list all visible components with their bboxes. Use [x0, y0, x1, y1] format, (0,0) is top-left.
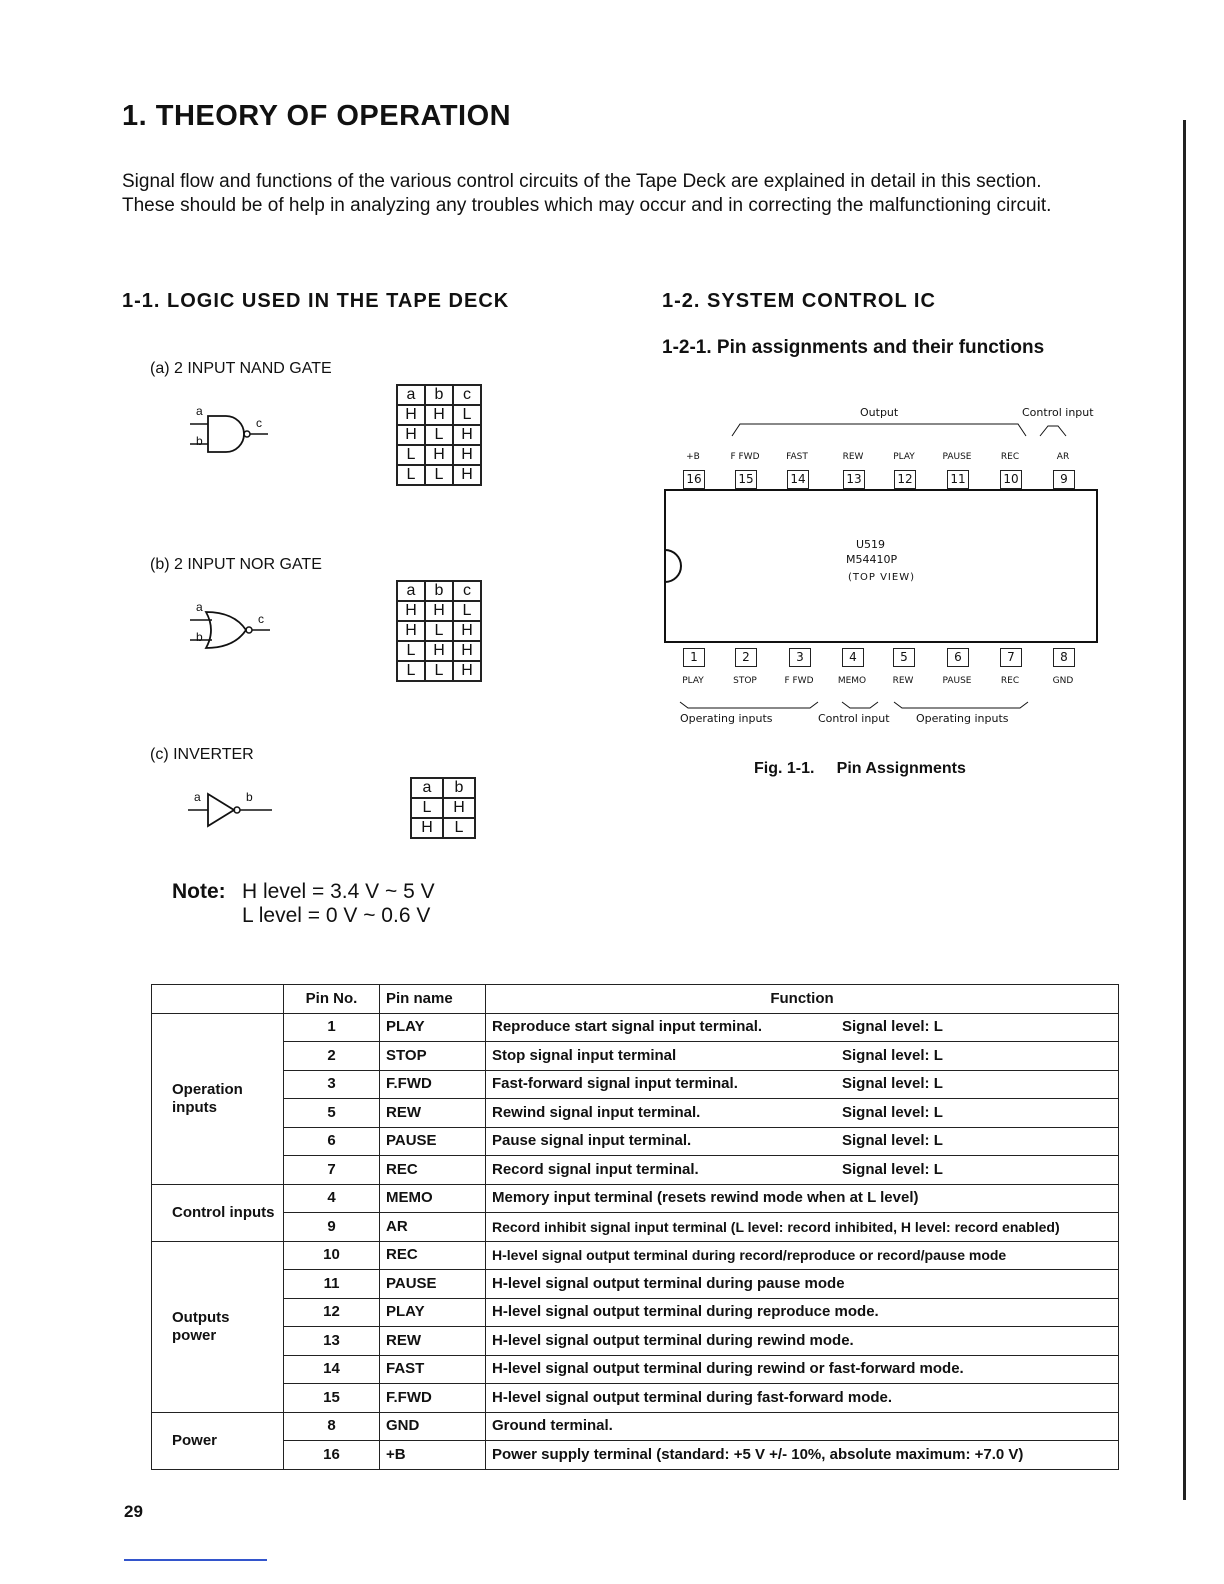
tt-cell: H	[443, 798, 475, 818]
function-cell	[486, 1127, 1119, 1156]
pin-9-name: AR	[1056, 452, 1070, 462]
tt-cell: H	[453, 661, 481, 681]
pin-name-cell: PLAY	[380, 1298, 486, 1327]
function-text: Fast-forward signal input terminal.	[492, 1075, 738, 1093]
pin-no-cell: 6	[284, 1127, 380, 1156]
pin-no-cell: 4	[284, 1184, 380, 1213]
ic-group-control-input-bottom: Control input	[818, 712, 890, 725]
table-row	[152, 1156, 1119, 1185]
table-header-function: Function	[486, 985, 1119, 1014]
tt-cell: H	[397, 425, 425, 445]
tt-cell: L	[411, 798, 443, 818]
signal-level: Signal level: L	[842, 1018, 943, 1036]
pin-no-cell: 13	[284, 1327, 380, 1356]
function-cell: Record inhibit signal input terminal (L level: record inhibited, H level: record enabled)	[486, 1213, 1119, 1242]
nor-truth-table	[396, 580, 482, 682]
pin-name-cell: REC	[380, 1241, 486, 1270]
pin-10-number: 10	[1000, 470, 1022, 489]
signal-level: Signal level: L	[842, 1160, 943, 1178]
pin-13-name: REW	[842, 452, 864, 462]
tt-cell: H	[397, 601, 425, 621]
table-row	[152, 1213, 1119, 1242]
note-label: Note:	[172, 880, 226, 903]
pin-no-cell: 12	[284, 1298, 380, 1327]
table-row	[152, 1127, 1119, 1156]
tt-cell: H	[411, 818, 443, 838]
tt-cell: H	[453, 465, 481, 485]
ic-part-number: M54410P	[846, 553, 898, 566]
pin-8-number: 8	[1053, 648, 1075, 667]
tt-cell: L	[397, 465, 425, 485]
pin-7-number: 7	[1000, 648, 1022, 667]
tt-cell: L	[397, 661, 425, 681]
tt-cell: L	[397, 641, 425, 661]
table-row	[152, 1042, 1119, 1071]
pin-no-cell: 10	[284, 1241, 380, 1270]
function-cell: Memory input terminal (resets rewind mode when at L level)	[486, 1184, 1119, 1213]
function-cell	[486, 1013, 1119, 1042]
tt-header: b	[425, 581, 453, 601]
pin-12-name: PLAY	[893, 452, 915, 462]
tt-cell: H	[397, 621, 425, 641]
pin-4-number: 4	[842, 648, 864, 667]
section-heading-system-control: 1-2. SYSTEM CONTROL IC	[662, 290, 936, 312]
tt-cell: H	[425, 405, 453, 425]
pin-name-cell: F.FWD	[380, 1384, 486, 1413]
ic-group-output-label: Output	[860, 406, 899, 419]
table-row	[152, 1441, 1119, 1470]
tt-cell: H	[425, 445, 453, 465]
table-row	[152, 1384, 1119, 1413]
table-row	[152, 1013, 1119, 1042]
pin-11-name: PAUSE	[942, 452, 972, 462]
pin-no-cell: 8	[284, 1412, 380, 1441]
pin-3-number: 3	[789, 648, 811, 667]
tt-header: a	[411, 778, 443, 798]
page-title: 1. THEORY OF OPERATION	[122, 100, 512, 132]
pin-11-number: 11	[947, 470, 969, 489]
tt-cell: H	[453, 641, 481, 661]
pin-8-name: GND	[1052, 676, 1074, 686]
table-row	[152, 1070, 1119, 1099]
pin-14-number: 14	[787, 470, 809, 489]
pin-name-cell: FAST	[380, 1355, 486, 1384]
tt-header: b	[443, 778, 475, 798]
inverter-truth-table	[410, 777, 476, 839]
group-control-inputs: Control inputs	[152, 1184, 284, 1241]
function-cell: H-level signal output terminal during rewind or fast-forward mode.	[486, 1355, 1119, 1384]
binding-edge	[1183, 120, 1186, 1500]
nand-output-c-label: c	[256, 416, 262, 430]
pin-1-name: PLAY	[682, 676, 704, 686]
pin-no-cell: 2	[284, 1042, 380, 1071]
table-row	[152, 1099, 1119, 1128]
ic-group-operating-inputs-right: Operating inputs	[916, 712, 1009, 725]
level-note	[172, 880, 435, 928]
function-cell	[486, 1070, 1119, 1099]
nor-gate-symbol	[190, 600, 290, 656]
table-row	[152, 1298, 1119, 1327]
function-text: Pause signal input terminal.	[492, 1132, 692, 1150]
function-cell: H-level signal output terminal during pause mode	[486, 1270, 1119, 1299]
signal-level: Signal level: L	[842, 1075, 943, 1093]
function-cell: H-level signal output terminal during rewind mode.	[486, 1327, 1119, 1356]
tt-cell: L	[425, 465, 453, 485]
inverter-output-label: b	[246, 790, 253, 804]
pin-7-name: REC	[1000, 676, 1020, 686]
group-operation-inputs: Operation inputs	[152, 1013, 284, 1184]
pin-5-name: REW	[892, 676, 914, 686]
pin-name-cell: PLAY	[380, 1013, 486, 1042]
pin-name-cell: REC	[380, 1156, 486, 1185]
pin-no-cell: 14	[284, 1355, 380, 1384]
function-text: Reproduce start signal input terminal.	[492, 1018, 763, 1036]
tt-header: c	[453, 581, 481, 601]
pin-15-name: F FWD	[730, 452, 760, 462]
inverter-label: (c) INVERTER	[150, 746, 254, 763]
nand-truth-table	[396, 384, 482, 486]
footer-rule	[124, 1559, 267, 1561]
subsection-heading-pin-assignments: 1-2-1. Pin assignments and their functions	[662, 337, 1045, 358]
pin-no-cell: 1	[284, 1013, 380, 1042]
pin-6-name: PAUSE	[942, 676, 972, 686]
pin-4-name: MEMO	[837, 676, 867, 686]
tt-cell: L	[425, 661, 453, 681]
signal-level: Signal level: L	[842, 1132, 943, 1150]
function-text: Stop signal input terminal	[492, 1046, 677, 1064]
tt-header: c	[453, 385, 481, 405]
pin-no-cell: 7	[284, 1156, 380, 1185]
group-outputs-power: Outputs power	[152, 1241, 284, 1412]
tt-cell: H	[397, 405, 425, 425]
nor-output-c-label: c	[258, 612, 264, 626]
tt-cell: L	[453, 405, 481, 425]
page-number: 29	[124, 1502, 143, 1521]
function-text: Rewind signal input terminal.	[492, 1103, 701, 1121]
nor-input-b-label: b	[196, 630, 203, 644]
pin-14-name: FAST	[786, 452, 808, 462]
nand-input-a-label: a	[196, 404, 203, 418]
tt-cell: H	[453, 621, 481, 641]
pin-9-number: 9	[1053, 470, 1075, 489]
pin-name-cell: PAUSE	[380, 1127, 486, 1156]
pin-no-cell: 5	[284, 1099, 380, 1128]
figure-caption: Fig. 1-1. Pin Assignments	[754, 760, 966, 777]
inverter-symbol	[188, 788, 288, 834]
table-header-pin-no: Pin No.	[284, 985, 380, 1014]
pin-no-cell: 11	[284, 1270, 380, 1299]
section-heading-logic: 1-1. LOGIC USED IN THE TAPE DECK	[122, 290, 510, 312]
tt-header: a	[397, 385, 425, 405]
nor-gate-label: (b) 2 INPUT NOR GATE	[150, 556, 322, 573]
pin-no-cell: 15	[284, 1384, 380, 1413]
pin-name-cell: +B	[380, 1441, 486, 1470]
table-row	[152, 1241, 1119, 1270]
pin-2-number: 2	[735, 648, 757, 667]
inverter-input-label: a	[194, 790, 201, 804]
function-cell: Power supply terminal (standard: +5 V +/- 10%, absolute maximum: +7.0 V)	[486, 1441, 1119, 1470]
table-row	[152, 1355, 1119, 1384]
pin-name-cell: STOP	[380, 1042, 486, 1071]
table-header-blank	[152, 985, 284, 1014]
pin-name-cell: GND	[380, 1412, 486, 1441]
tt-cell: L	[425, 425, 453, 445]
tt-cell: L	[397, 445, 425, 465]
pin-16-number: 16	[683, 470, 705, 489]
function-cell: H-level signal output terminal during reproduce mode.	[486, 1298, 1119, 1327]
pin-13-number: 13	[843, 470, 865, 489]
nor-input-a-label: a	[196, 600, 203, 614]
pin-name-cell: REW	[380, 1327, 486, 1356]
signal-level: Signal level: L	[842, 1103, 943, 1121]
pin-2-name: STOP	[733, 676, 757, 686]
function-cell	[486, 1099, 1119, 1128]
function-cell	[486, 1156, 1119, 1185]
function-cell: H-level signal output terminal during record/reproduce or record/pause mode	[486, 1241, 1119, 1270]
tt-cell: H	[425, 641, 453, 661]
ic-pin-diagram	[660, 400, 1100, 730]
pin-name-cell: MEMO	[380, 1184, 486, 1213]
intro-paragraph: Signal flow and functions of the various control circuits of the Tape Deck are explained in detail in this section. These should be of help in analyzing any troubles which may occur and in correcting the malfunctioning circuit.	[122, 171, 1052, 216]
signal-level: Signal level: L	[842, 1046, 943, 1064]
function-cell: H-level signal output terminal during fast-forward mode.	[486, 1384, 1119, 1413]
ic-view-label: (TOP VIEW)	[848, 572, 915, 583]
tt-cell: H	[425, 601, 453, 621]
pin-1-number: 1	[683, 648, 705, 667]
pin-3-name: F FWD	[784, 676, 814, 686]
table-row	[152, 1270, 1119, 1299]
function-cell	[486, 1042, 1119, 1071]
tt-header: a	[397, 581, 425, 601]
nand-gate-symbol	[190, 404, 290, 460]
nand-input-b-label: b	[196, 434, 203, 448]
pin-name-cell: PAUSE	[380, 1270, 486, 1299]
table-row	[152, 1184, 1119, 1213]
function-text: Record signal input terminal.	[492, 1160, 699, 1178]
nand-gate-label: (a) 2 INPUT NAND GATE	[150, 360, 332, 377]
pin-name-cell: REW	[380, 1099, 486, 1128]
note-h-level: H level = 3.4 V ~ 5 V	[242, 880, 435, 903]
tt-cell: L	[425, 621, 453, 641]
tt-header: b	[425, 385, 453, 405]
table-row	[152, 1327, 1119, 1356]
table-header-pin-name: Pin name	[380, 985, 486, 1014]
pin-no-cell: 3	[284, 1070, 380, 1099]
pin-no-cell: 9	[284, 1213, 380, 1242]
ic-group-operating-inputs-left: Operating inputs	[680, 712, 773, 725]
group-power: Power	[152, 1412, 284, 1469]
pin-function-table	[151, 984, 1119, 1470]
pin-no-cell: 16	[284, 1441, 380, 1470]
ic-ref: U519	[856, 538, 886, 551]
ic-group-control-input-top-label: Control input	[1022, 406, 1094, 419]
tt-cell: L	[453, 601, 481, 621]
table-row	[152, 1412, 1119, 1441]
pin-15-number: 15	[735, 470, 757, 489]
tt-cell: H	[453, 445, 481, 465]
tt-cell: L	[443, 818, 475, 838]
pin-5-number: 5	[893, 648, 915, 667]
pin-10-name: REC	[1000, 452, 1020, 462]
pin-12-number: 12	[894, 470, 916, 489]
pin-16-name: +B	[686, 452, 700, 462]
tt-cell: H	[453, 425, 481, 445]
note-l-level: L level = 0 V ~ 0.6 V	[242, 904, 431, 927]
function-cell: Ground terminal.	[486, 1412, 1119, 1441]
pin-name-cell: F.FWD	[380, 1070, 486, 1099]
pin-name-cell: AR	[380, 1213, 486, 1242]
pin-6-number: 6	[947, 648, 969, 667]
